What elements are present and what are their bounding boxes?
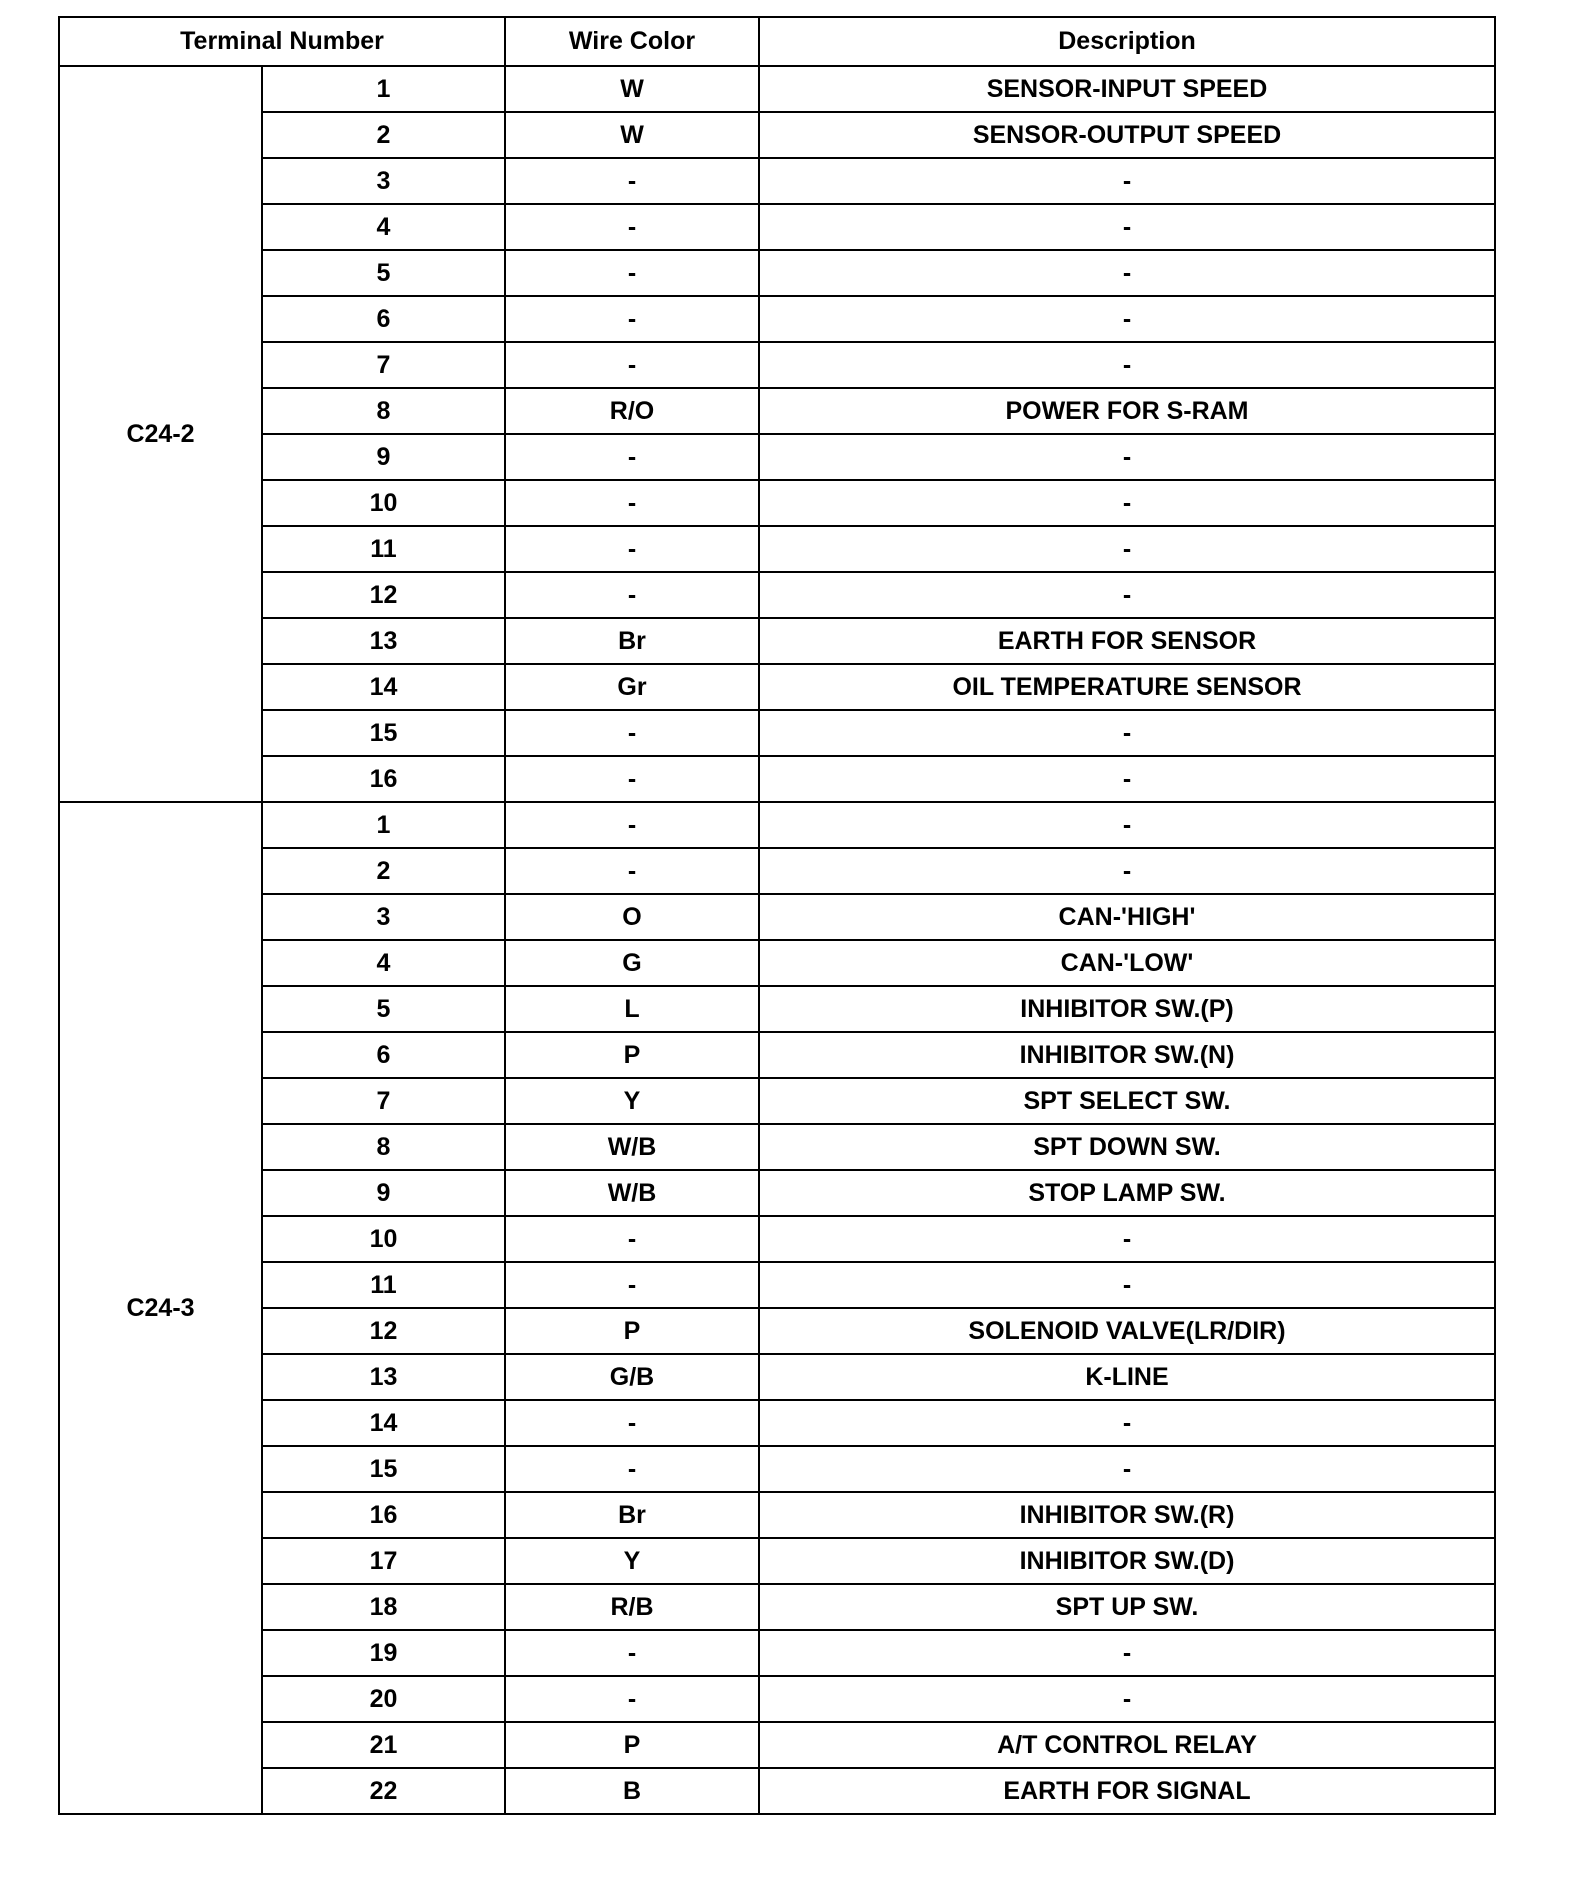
description-cell: INHIBITOR SW.(P) bbox=[759, 986, 1495, 1032]
wire-color-cell: - bbox=[505, 158, 759, 204]
wire-color-cell: - bbox=[505, 1676, 759, 1722]
description-cell: A/T CONTROL RELAY bbox=[759, 1722, 1495, 1768]
table-row bbox=[59, 204, 1495, 250]
wire-color-cell: P bbox=[505, 1308, 759, 1354]
table-row bbox=[59, 388, 1495, 434]
description-cell: - bbox=[759, 1216, 1495, 1262]
table-row bbox=[59, 802, 1495, 848]
terminal-table bbox=[58, 16, 1496, 1815]
table-row bbox=[59, 756, 1495, 802]
wire-color-cell: - bbox=[505, 1446, 759, 1492]
description-cell: - bbox=[759, 1262, 1495, 1308]
table-row bbox=[59, 342, 1495, 388]
wire-color-cell: W/B bbox=[505, 1170, 759, 1216]
description-cell: K-LINE bbox=[759, 1354, 1495, 1400]
terminal-number-cell: 6 bbox=[262, 1032, 505, 1078]
table-row bbox=[59, 1124, 1495, 1170]
description-cell: CAN-'HIGH' bbox=[759, 894, 1495, 940]
terminal-number-cell: 3 bbox=[262, 158, 505, 204]
description-cell: - bbox=[759, 1400, 1495, 1446]
terminal-number-cell: 10 bbox=[262, 1216, 505, 1262]
terminal-number-cell: 15 bbox=[262, 1446, 505, 1492]
description-cell: - bbox=[759, 204, 1495, 250]
terminal-number-cell: 7 bbox=[262, 342, 505, 388]
terminal-number-cell: 11 bbox=[262, 526, 505, 572]
table-row bbox=[59, 572, 1495, 618]
wire-color-cell: - bbox=[505, 1216, 759, 1262]
wire-color-cell: - bbox=[505, 572, 759, 618]
wire-color-cell: Br bbox=[505, 1492, 759, 1538]
table-row bbox=[59, 1538, 1495, 1584]
terminal-number-cell: 4 bbox=[262, 940, 505, 986]
description-cell: SPT DOWN SW. bbox=[759, 1124, 1495, 1170]
description-cell: - bbox=[759, 526, 1495, 572]
terminal-number-cell: 15 bbox=[262, 710, 505, 756]
table-row bbox=[59, 1262, 1495, 1308]
wire-color-cell: W bbox=[505, 112, 759, 158]
table-row bbox=[59, 1722, 1495, 1768]
description-cell: - bbox=[759, 296, 1495, 342]
terminal-number-cell: 13 bbox=[262, 1354, 505, 1400]
table-row bbox=[59, 1630, 1495, 1676]
terminal-number-cell: 9 bbox=[262, 1170, 505, 1216]
table-row bbox=[59, 526, 1495, 572]
wire-color-cell: W bbox=[505, 66, 759, 112]
wire-color-cell: - bbox=[505, 434, 759, 480]
table-row bbox=[59, 1400, 1495, 1446]
wire-color-cell: - bbox=[505, 1400, 759, 1446]
description-cell: EARTH FOR SIGNAL bbox=[759, 1768, 1495, 1814]
header-terminal-number: Terminal Number bbox=[59, 17, 505, 66]
table-row bbox=[59, 664, 1495, 710]
table-row bbox=[59, 940, 1495, 986]
wire-color-cell: - bbox=[505, 526, 759, 572]
description-cell: SOLENOID VALVE(LR/DIR) bbox=[759, 1308, 1495, 1354]
description-cell: - bbox=[759, 572, 1495, 618]
wire-color-cell: G/B bbox=[505, 1354, 759, 1400]
wire-color-cell: - bbox=[505, 802, 759, 848]
description-cell: - bbox=[759, 1446, 1495, 1492]
terminal-number-cell: 11 bbox=[262, 1262, 505, 1308]
wire-color-cell: - bbox=[505, 250, 759, 296]
table-row bbox=[59, 710, 1495, 756]
table-row bbox=[59, 1216, 1495, 1262]
terminal-number-cell: 8 bbox=[262, 388, 505, 434]
wire-color-cell: - bbox=[505, 296, 759, 342]
table-row bbox=[59, 848, 1495, 894]
table-row bbox=[59, 66, 1495, 112]
wire-color-cell: - bbox=[505, 1630, 759, 1676]
terminal-number-cell: 1 bbox=[262, 802, 505, 848]
table-row bbox=[59, 1078, 1495, 1124]
description-cell: - bbox=[759, 710, 1495, 756]
wire-color-cell: O bbox=[505, 894, 759, 940]
terminal-number-cell: 16 bbox=[262, 1492, 505, 1538]
terminal-number-cell: 14 bbox=[262, 1400, 505, 1446]
description-cell: SPT SELECT SW. bbox=[759, 1078, 1495, 1124]
table-row bbox=[59, 1032, 1495, 1078]
terminal-number-cell: 18 bbox=[262, 1584, 505, 1630]
terminal-number-cell: 3 bbox=[262, 894, 505, 940]
wire-color-cell: R/O bbox=[505, 388, 759, 434]
table-row bbox=[59, 112, 1495, 158]
terminal-number-cell: 20 bbox=[262, 1676, 505, 1722]
table-row bbox=[59, 296, 1495, 342]
terminal-number-cell: 12 bbox=[262, 1308, 505, 1354]
wire-color-cell: Gr bbox=[505, 664, 759, 710]
terminal-number-cell: 1 bbox=[262, 66, 505, 112]
description-cell: - bbox=[759, 434, 1495, 480]
header-wire-color: Wire Color bbox=[505, 17, 759, 66]
table-row bbox=[59, 1354, 1495, 1400]
table-row bbox=[59, 1584, 1495, 1630]
wire-color-cell: W/B bbox=[505, 1124, 759, 1170]
description-cell: - bbox=[759, 802, 1495, 848]
terminal-number-cell: 16 bbox=[262, 756, 505, 802]
description-cell: CAN-'LOW' bbox=[759, 940, 1495, 986]
description-cell: SENSOR-INPUT SPEED bbox=[759, 66, 1495, 112]
wire-color-cell: Y bbox=[505, 1078, 759, 1124]
terminal-number-cell: 21 bbox=[262, 1722, 505, 1768]
terminal-number-cell: 9 bbox=[262, 434, 505, 480]
wire-color-cell: G bbox=[505, 940, 759, 986]
connector-label: C24-2 bbox=[59, 66, 262, 802]
description-cell: OIL TEMPERATURE SENSOR bbox=[759, 664, 1495, 710]
terminal-number-cell: 2 bbox=[262, 848, 505, 894]
wire-color-cell: - bbox=[505, 710, 759, 756]
description-cell: INHIBITOR SW.(N) bbox=[759, 1032, 1495, 1078]
wire-color-cell: Y bbox=[505, 1538, 759, 1584]
header-description: Description bbox=[759, 17, 1495, 66]
terminal-number-cell: 4 bbox=[262, 204, 505, 250]
terminal-number-cell: 10 bbox=[262, 480, 505, 526]
table-row bbox=[59, 1676, 1495, 1722]
description-cell: SPT UP SW. bbox=[759, 1584, 1495, 1630]
description-cell: INHIBITOR SW.(R) bbox=[759, 1492, 1495, 1538]
wire-color-cell: P bbox=[505, 1032, 759, 1078]
description-cell: - bbox=[759, 756, 1495, 802]
wire-color-cell: - bbox=[505, 848, 759, 894]
table-row bbox=[59, 1492, 1495, 1538]
description-cell: - bbox=[759, 848, 1495, 894]
table-row bbox=[59, 434, 1495, 480]
terminal-number-cell: 2 bbox=[262, 112, 505, 158]
description-cell: - bbox=[759, 342, 1495, 388]
header-row bbox=[59, 17, 1495, 66]
wire-color-cell: L bbox=[505, 986, 759, 1032]
table-row bbox=[59, 894, 1495, 940]
terminal-number-cell: 13 bbox=[262, 618, 505, 664]
terminal-number-cell: 17 bbox=[262, 1538, 505, 1584]
description-cell: INHIBITOR SW.(D) bbox=[759, 1538, 1495, 1584]
terminal-number-cell: 19 bbox=[262, 1630, 505, 1676]
terminal-number-cell: 5 bbox=[262, 986, 505, 1032]
table-row bbox=[59, 1768, 1495, 1814]
terminal-number-cell: 5 bbox=[262, 250, 505, 296]
description-cell: - bbox=[759, 1676, 1495, 1722]
description-cell: STOP LAMP SW. bbox=[759, 1170, 1495, 1216]
description-cell: - bbox=[759, 158, 1495, 204]
terminal-number-cell: 14 bbox=[262, 664, 505, 710]
table-row bbox=[59, 618, 1495, 664]
terminal-number-cell: 22 bbox=[262, 1768, 505, 1814]
table-row bbox=[59, 250, 1495, 296]
wire-color-cell: - bbox=[505, 480, 759, 526]
wire-color-cell: - bbox=[505, 756, 759, 802]
description-cell: EARTH FOR SENSOR bbox=[759, 618, 1495, 664]
wire-color-cell: - bbox=[505, 1262, 759, 1308]
terminal-number-cell: 6 bbox=[262, 296, 505, 342]
description-cell: - bbox=[759, 250, 1495, 296]
table-row bbox=[59, 158, 1495, 204]
wire-color-cell: - bbox=[505, 342, 759, 388]
terminal-number-cell: 8 bbox=[262, 1124, 505, 1170]
wire-color-cell: - bbox=[505, 204, 759, 250]
wire-color-cell: P bbox=[505, 1722, 759, 1768]
description-cell: SENSOR-OUTPUT SPEED bbox=[759, 112, 1495, 158]
table-row bbox=[59, 480, 1495, 526]
wire-color-cell: B bbox=[505, 1768, 759, 1814]
description-cell: POWER FOR S-RAM bbox=[759, 388, 1495, 434]
wire-color-cell: Br bbox=[505, 618, 759, 664]
wire-color-cell: R/B bbox=[505, 1584, 759, 1630]
table-row bbox=[59, 1308, 1495, 1354]
terminal-number-cell: 12 bbox=[262, 572, 505, 618]
description-cell: - bbox=[759, 480, 1495, 526]
terminal-number-cell: 7 bbox=[262, 1078, 505, 1124]
table-body bbox=[59, 66, 1495, 1814]
table-row bbox=[59, 1170, 1495, 1216]
table-row bbox=[59, 986, 1495, 1032]
table-row bbox=[59, 1446, 1495, 1492]
connector-label: C24-3 bbox=[59, 802, 262, 1814]
description-cell: - bbox=[759, 1630, 1495, 1676]
